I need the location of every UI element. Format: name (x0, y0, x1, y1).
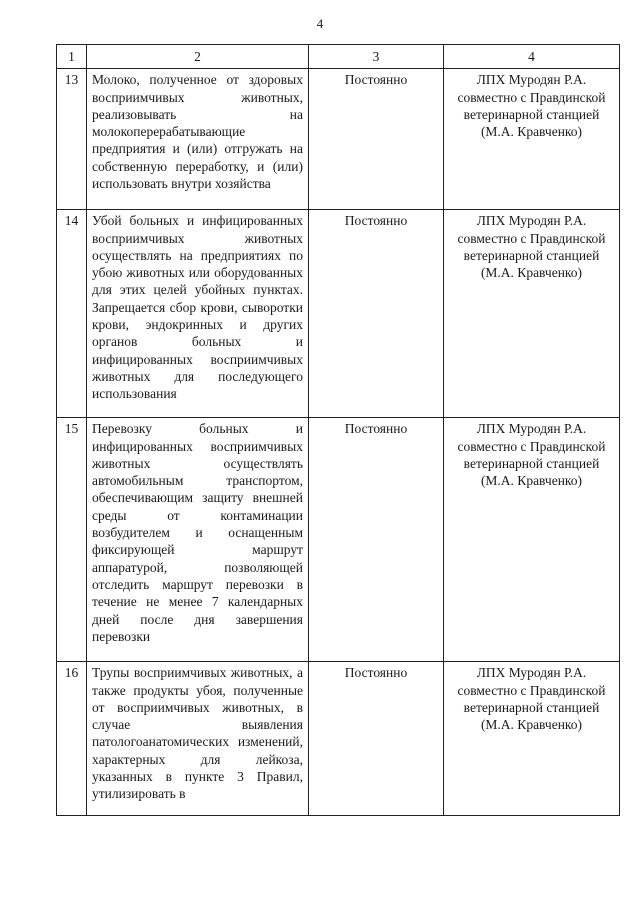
page-number: 4 (316, 16, 324, 31)
row-number: 16 (57, 662, 87, 816)
table-header-row (57, 45, 620, 69)
measure-period: Постоянно (309, 418, 444, 662)
row-number: 15 (57, 418, 87, 662)
table-row (57, 69, 620, 210)
measure-period: Постоянно (309, 662, 444, 816)
measures-table (56, 44, 620, 816)
measure-responsible: ЛПХ Муродян Р.А. совместно с Правдинской ветеринарной станцией (М.А. Кравченко) (444, 210, 620, 418)
measure-responsible: ЛПХ Муродян Р.А. совместно с Правдинской ветеринарной станцией (М.А. Кравченко) (444, 418, 620, 662)
table-row (57, 418, 620, 662)
measure-description: Убой больных и инфицированных восприимчивых животных осуществлять на предприятиях по убою животных или оборудованных для этих целей убойных пунктах. Запрещается сбор крови, сыворотки крови, эндокринных и других органов больных и инфицированных восприимчивых животных для последующего использования (87, 210, 309, 418)
column-header: 3 (309, 45, 444, 69)
measure-description: Перевозку больных и инфицированных восприимчивых животных осуществлять автомобильным транспортом, обеспечивающим защиту внешней среды от контаминации возбудителем и оснащенным фиксирующей маршрут аппаратурой, позволяющей отследить маршрут перевозки в течение не менее 7 календарных дней после дня завершения перевозки (87, 418, 309, 662)
measure-responsible: ЛПХ Муродян Р.А. совместно с Правдинской ветеринарной станцией (М.А. Кравченко) (444, 662, 620, 816)
measure-period: Постоянно (309, 69, 444, 210)
table-row (57, 662, 620, 816)
column-header: 1 (57, 45, 87, 69)
table-row (57, 210, 620, 418)
row-number: 14 (57, 210, 87, 418)
measure-description-cell (87, 662, 309, 816)
measure-description: Трупы восприимчивых животных, а также продукты убоя, полученные от восприимчивых животных, в случае выявления патологоанатомических изменений, характерных для лейкоза, указанных в пункте 3 Правил, утилизировать в (92, 665, 303, 802)
measure-period: Постоянно (309, 210, 444, 418)
column-header: 4 (444, 45, 620, 69)
row-number: 13 (57, 69, 87, 210)
column-header: 2 (87, 45, 309, 69)
measure-description: Молоко, полученное от здоровых восприимчивых животных, реализовывать на молокоперерабатывающие предприятия и (или) отгружать на собственную переработку, и (или) использовать внутри хозяйства (87, 69, 309, 210)
measure-responsible: ЛПХ Муродян Р.А. совместно с Правдинской ветеринарной станцией (М.А. Кравченко) (444, 69, 620, 210)
